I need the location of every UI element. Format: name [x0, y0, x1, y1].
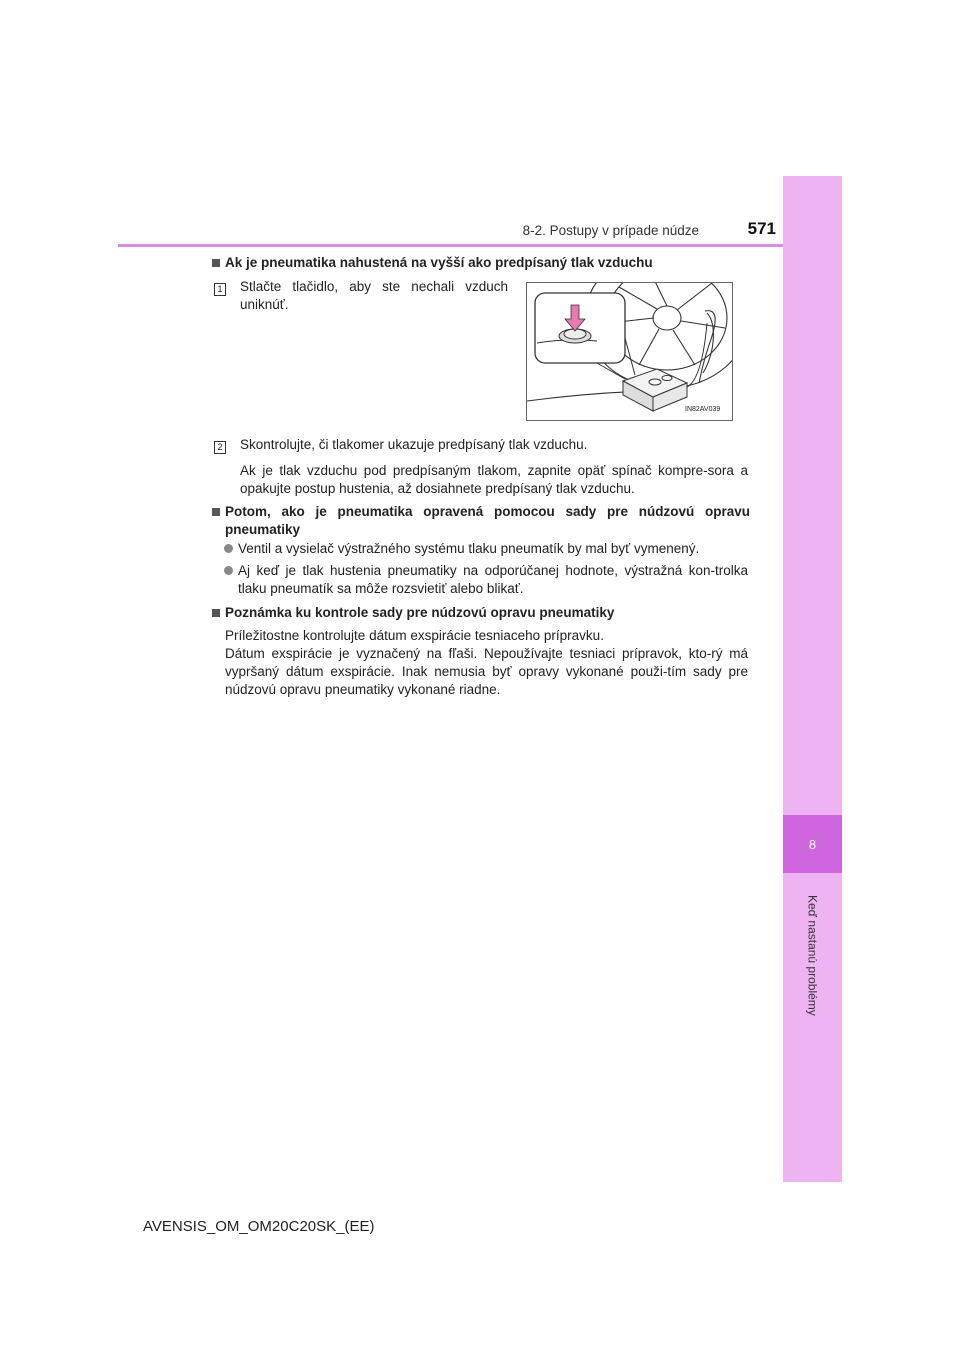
section-heading-kit-check: Poznámka ku kontrole sady pre núdzovú opravu pneumatiky: [225, 605, 615, 620]
step-2-text: Skontrolujte, či tlakomer ukazuje predpísaný tlak vzduchu.: [240, 437, 588, 452]
round-bullet: [224, 566, 233, 575]
round-bullet: [224, 544, 233, 553]
step-2-note: Ak je tlak vzduchu pod predpísaným tlakom, zapnite opäť spínač kompre-sora a opakujte postup hustenia, až dosiahnete predpísaný tlak vzduchu.: [240, 463, 748, 496]
section-header: 8-2. Postupy v prípade núdze: [522, 223, 699, 238]
kit-check-paragraph: Dátum exspirácie je vyznačený na fľaši. Nepoužívajte tesniaci prípravok, kto-rý má vypršaný dátum exspirácie. Inak nemusia byť opravy vykonané použi-tím sady pre núdzovú opravu pneumatiky vykonané riadne.: [225, 646, 748, 697]
chapter-number: 8: [783, 815, 842, 873]
step-1-marker: 1: [214, 283, 226, 296]
section-heading-after-repair: Potom, ako je pneumatika opravená pomocou sady pre núdzovú opravu pneumatiky: [225, 504, 750, 537]
section-heading-overinflated: Ak je pneumatika nahustená na vyšší ako predpísaný tlak vzduchu: [225, 255, 653, 270]
kit-check-line: Príležitostne kontrolujte dátum exspirácie tesniaceho prípravku.: [225, 628, 604, 643]
step-2-marker: 2: [214, 441, 226, 454]
tire-compressor-drawing: [527, 283, 732, 420]
chapter-title-vertical: [783, 880, 842, 1030]
bullet-valve-replacement: Ventil a vysielač výstražného systému tlaku pneumatík by mal byť vymenený.: [238, 541, 700, 556]
compressor-illustration: [526, 282, 733, 421]
figure-code: IN82AV039: [685, 406, 721, 413]
step-1-text: Stlačte tlačidlo, aby ste nechali vzduch uniknúť.: [240, 279, 508, 312]
bullet-warning-light: Aj keď je tlak hustenia pneumatiky na odporúčanej hodnote, výstražná kon-trolka tlaku pneumatík sa môže rozsvietiť alebo blikať.: [238, 563, 748, 596]
section-square-bullet: [212, 609, 220, 617]
chapter-side-tab: [783, 176, 842, 1182]
section-square-bullet: [212, 508, 220, 516]
chapter-title-text: Keď nastanú problémy: [805, 894, 820, 1016]
document-id: AVENSIS_OM_OM20C20SK_(EE): [143, 1218, 375, 1235]
section-square-bullet: [212, 259, 220, 267]
page-number: 571: [747, 219, 776, 238]
header-rule: [118, 244, 783, 247]
